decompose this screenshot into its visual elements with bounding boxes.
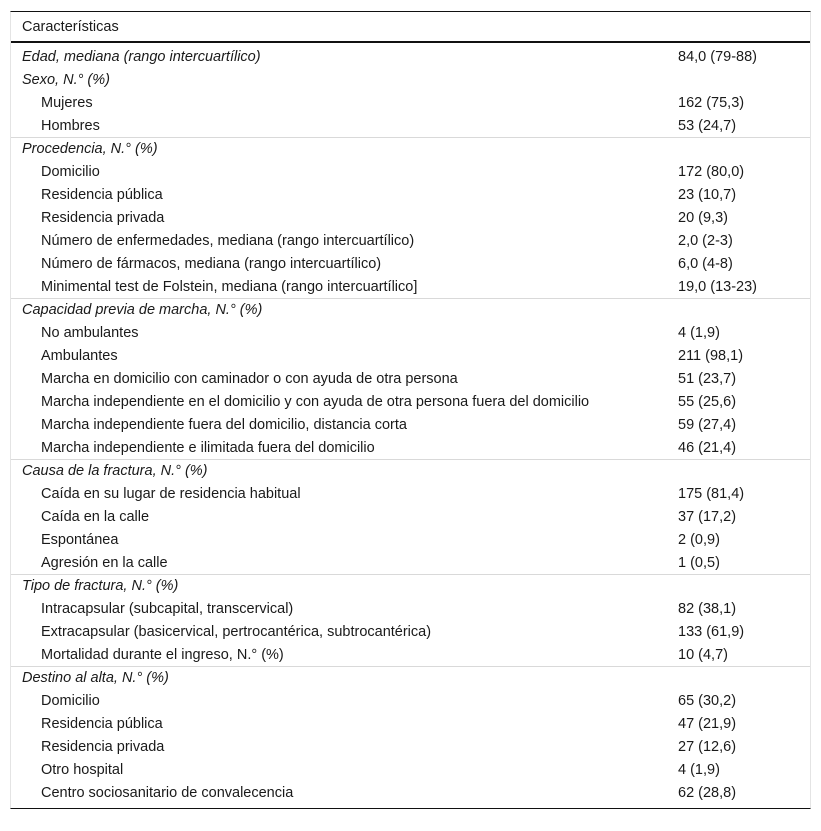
row-value: 65 (30,2) (678, 692, 737, 709)
row-value: 20 (9,3) (678, 209, 728, 226)
row-label: Marcha independiente e ilimitada fuera del domicilio (41, 439, 375, 456)
row-value: 62 (28,8) (678, 784, 737, 801)
row-value: 6,0 (4-8) (678, 255, 733, 272)
row-label: Mortalidad durante el ingreso, N.° (%) (41, 646, 284, 663)
row-label: Número de fármacos, mediana (rango intercuartílico) (41, 255, 382, 272)
row-label: Residencia pública (41, 715, 163, 732)
row-label: Espontánea (41, 531, 119, 548)
table-row (11, 413, 810, 436)
section-row (11, 666, 810, 689)
row-label: Número de enfermedades, mediana (rango intercuartílico) (41, 232, 415, 249)
section-row (11, 298, 810, 321)
table-header (11, 12, 810, 43)
row-value: 10 (4,7) (678, 646, 728, 663)
table-row (11, 528, 810, 551)
row-value: 82 (38,1) (678, 600, 737, 617)
row-label: Sexo, N.° (%) (22, 71, 110, 88)
row-value: 23 (10,7) (678, 186, 737, 203)
table-row (11, 551, 810, 574)
table-row (11, 367, 810, 390)
section-row (11, 137, 810, 160)
row-value: 4 (1,9) (678, 324, 720, 341)
table-row (11, 482, 810, 505)
table-row (11, 712, 810, 735)
table-row (11, 229, 810, 252)
row-value: 37 (17,2) (678, 508, 737, 525)
row-label: Domicilio (41, 163, 100, 180)
table-row (11, 252, 810, 275)
row-value: 53 (24,7) (678, 117, 737, 134)
row-label: Procedencia, N.° (%) (22, 141, 158, 157)
row-label: Causa de la fractura, N.° (%) (22, 463, 208, 479)
row-value: 2,0 (2-3) (678, 232, 733, 249)
row-label: No ambulantes (41, 324, 139, 341)
table-row (11, 275, 810, 298)
row-label: Extracapsular (basicervical, pertrocantérica, subtrocantérica) (41, 623, 432, 640)
row-label: Intracapsular (subcapital, transcervical) (41, 600, 294, 617)
row-label: Minimental test de Folstein, mediana (rango intercuartílico] (41, 278, 418, 295)
row-value: 4 (1,9) (678, 761, 720, 778)
row-label: Caída en la calle (41, 508, 150, 525)
table-row (11, 321, 810, 344)
table-row (11, 620, 810, 643)
table-row (11, 114, 810, 137)
row-value: 2 (0,9) (678, 531, 720, 548)
characteristics-table (10, 11, 811, 809)
row-label: Edad, mediana (rango intercuartílico) (22, 48, 261, 65)
table-row (11, 643, 810, 666)
row-value: 162 (75,3) (678, 94, 745, 111)
row-value: 46 (21,4) (678, 439, 737, 456)
row-value: 84,0 (79-88) (678, 48, 757, 65)
row-label: Capacidad previa de marcha, N.° (%) (22, 302, 263, 318)
row-label: Hombres (41, 117, 100, 134)
row-value: 51 (23,7) (678, 370, 737, 387)
table-row (11, 390, 810, 413)
row-value: 19,0 (13-23) (678, 278, 757, 295)
table-row (11, 735, 810, 758)
section-row (11, 459, 810, 482)
row-label: Residencia privada (41, 738, 165, 755)
section-row (11, 574, 810, 597)
row-label: Centro sociosanitario de convalecencia (41, 784, 294, 801)
row-label: Agresión en la calle (41, 554, 168, 571)
table-row (11, 781, 810, 804)
row-label: Caída en su lugar de residencia habitual (41, 485, 301, 502)
table-row (11, 758, 810, 781)
table-row (11, 505, 810, 528)
row-label: Marcha en domicilio con caminador o con ayuda de otra persona (41, 370, 458, 387)
row-label: Ambulantes (41, 347, 118, 364)
table-row (11, 91, 810, 114)
table-row (11, 597, 810, 620)
row-value: 211 (98,1) (678, 347, 744, 364)
table-row (11, 436, 810, 459)
table-row (11, 206, 810, 229)
section-row (11, 45, 810, 68)
row-value: 27 (12,6) (678, 738, 737, 755)
row-label: Mujeres (41, 94, 93, 111)
row-label: Marcha independiente fuera del domicilio, distancia corta (41, 416, 407, 433)
row-value: 47 (21,9) (678, 715, 737, 732)
row-label: Destino al alta, N.° (%) (22, 670, 169, 686)
row-value: 1 (0,5) (678, 554, 720, 571)
row-value: 59 (27,4) (678, 416, 737, 433)
row-value: 55 (25,6) (678, 393, 737, 410)
section-row (11, 68, 810, 91)
table-row (11, 344, 810, 367)
header-label: Características (22, 18, 119, 35)
row-value: 133 (61,9) (678, 623, 745, 640)
table-row (11, 183, 810, 206)
row-label: Otro hospital (41, 761, 124, 778)
row-label: Tipo de fractura, N.° (%) (22, 578, 179, 594)
table-body (11, 43, 810, 808)
row-label: Domicilio (41, 692, 100, 709)
row-value: 175 (81,4) (678, 485, 745, 502)
row-label: Marcha independiente en el domicilio y con ayuda de otra persona fuera del domicilio (41, 393, 590, 410)
table-row (11, 160, 810, 183)
table-row (11, 689, 810, 712)
row-label: Residencia privada (41, 209, 165, 226)
row-label: Residencia pública (41, 186, 163, 203)
row-value: 172 (80,0) (678, 163, 745, 180)
